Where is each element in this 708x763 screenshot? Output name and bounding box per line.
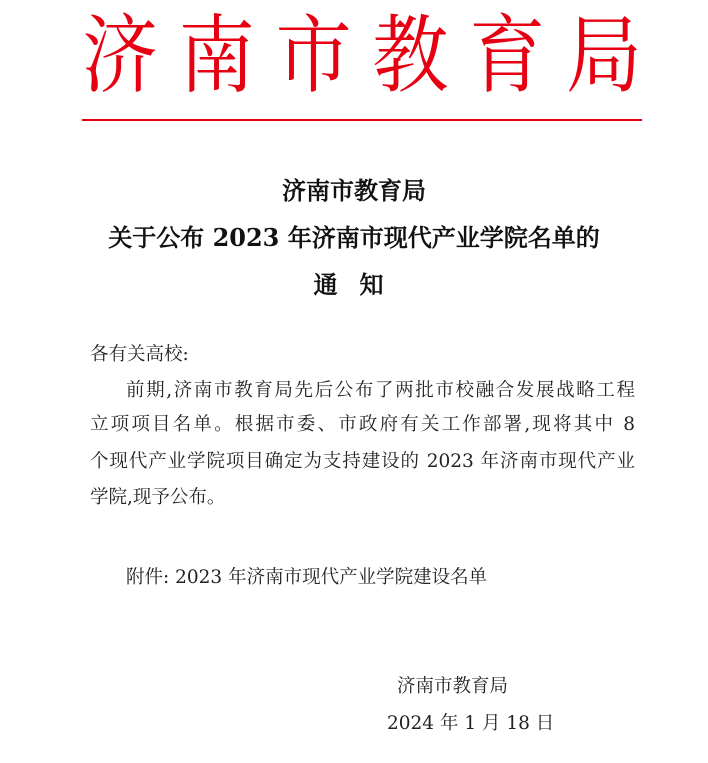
- salutation: 各有关高校:: [90, 344, 189, 365]
- document-title-line-1: 济南市教育局: [282, 176, 426, 205]
- letterhead: [82, 6, 642, 106]
- signature-organization: 济南市教育局: [397, 676, 509, 697]
- body-paragraph-line: 学院,现予公布。: [90, 487, 226, 508]
- letterhead-char: 市: [275, 5, 352, 106]
- document-title-line-2: 关于公布 2023 年济南市现代产业学院名单的: [108, 223, 600, 252]
- body-paragraph-line: 个现代产业学院项目确定为支持建设的 2023 年济南市现代产业: [90, 451, 635, 472]
- letterhead-char: 教: [372, 5, 449, 106]
- letterhead-char: 局: [565, 5, 642, 106]
- body-paragraph-line: 前期,济南市教育局先后公布了两批市校融合发展战略工程: [126, 380, 635, 401]
- letterhead-divider: [82, 119, 642, 121]
- letterhead-char: 南: [178, 5, 255, 106]
- attachment-note: 附件: 2023 年济南市现代产业学院建设名单: [126, 567, 488, 588]
- letterhead-char: 济: [82, 5, 158, 106]
- body-paragraph-line: 立项项目名单。根据市委、市政府有关工作部署,现将其中 8: [90, 414, 635, 435]
- letterhead-char: 育: [469, 5, 546, 106]
- signature-date: 2024 年 1 月 18 日: [387, 713, 555, 734]
- document-title-line-3: 通知: [313, 270, 406, 299]
